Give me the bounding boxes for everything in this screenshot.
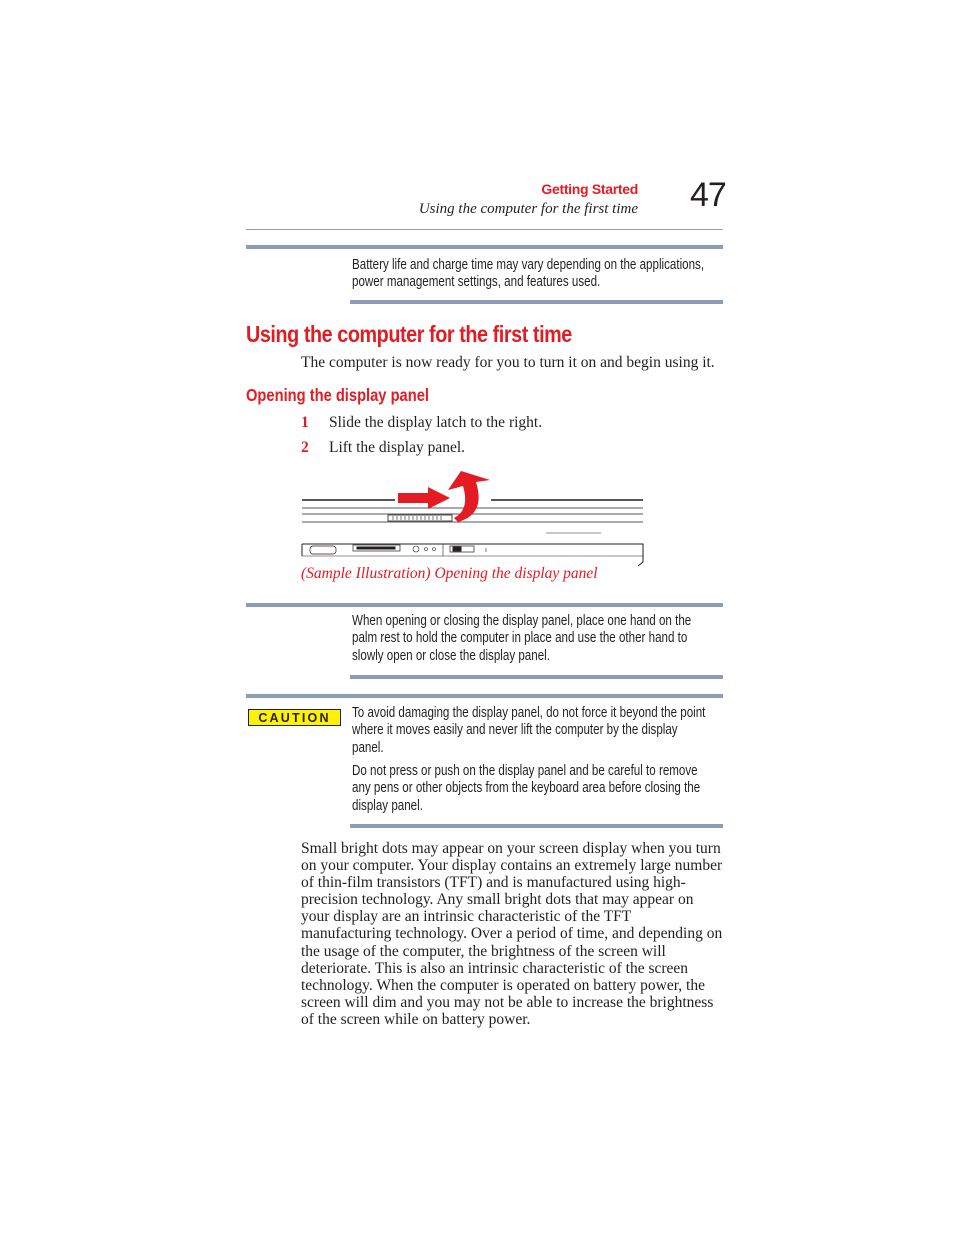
step-number: 1: [301, 414, 309, 431]
running-header-section: Getting Started: [541, 181, 638, 197]
caution-text: Do not press or push on the display panel and be careful to remove any pens or other objects from the keyboard area before closing the display panel.: [352, 763, 701, 814]
battery-note: Battery life and charge time may vary depending on the applications, power management settings, and features used.: [352, 257, 705, 291]
subsection-title: Opening the display panel: [246, 385, 429, 405]
illustration-caption: (Sample Illustration) Opening the display panel: [301, 565, 598, 582]
step-text: Slide the display latch to the right.: [329, 414, 543, 431]
caution-bottom-rule: [350, 824, 723, 828]
note-top-rule: [246, 245, 723, 249]
header-rule: [246, 229, 723, 230]
note-top-rule: [246, 603, 723, 607]
running-header-subsection: Using the computer for the first time: [418, 201, 638, 217]
jack: [413, 546, 419, 552]
note-bottom-rule: [350, 300, 723, 304]
indicator: [433, 548, 436, 551]
step-number: 2: [301, 439, 309, 456]
display-panel-note: When opening or closing the display panel, place one hand on the palm rest to hold the computer in place and use the other hand to slowly open or close the display panel.: [352, 613, 692, 664]
caution-text: To avoid damaging the display panel, do not force it beyond the point where it moves easily and never lift the computer by the display panel.: [352, 705, 706, 756]
caution-top-rule: [246, 694, 723, 698]
step-text: Lift the display panel.: [329, 439, 466, 456]
body-paragraph: Small bright dots may appear on your screen display when you turn on your computer. Your display contains an extremely large number of thin-film transistors (TFT) and is manufactured using high-precision technology. Any small bright dots that may appear on your display are an intrinsic characteristic of the TFT manufacturing technology. Over a period of time, and depending on the usage of the computer, the brightness of the screen will deteriorate. This is also an intrinsic characteristic of the screen technology. When the computer is operated on battery power, the screen will dim and you may not be able to increase the brightness of the screen while on battery power.: [301, 840, 723, 1028]
latch-grip: [393, 516, 441, 520]
note-bottom-rule: [350, 675, 723, 679]
section-title: Using the computer for the first time: [246, 321, 572, 347]
card-slot-opening: [357, 547, 395, 549]
indicator: [425, 548, 428, 551]
slide-right-arrow: [398, 487, 450, 509]
section-intro: The computer is now ready for you to turn it on and begin using it.: [301, 354, 715, 371]
display-latch: [388, 515, 452, 521]
caution-badge: CAUTION: [248, 709, 341, 726]
switch-knob: [453, 547, 461, 551]
page-number: 47: [690, 176, 726, 214]
front-port: [310, 546, 336, 554]
laptop-illustration: [298, 470, 648, 568]
